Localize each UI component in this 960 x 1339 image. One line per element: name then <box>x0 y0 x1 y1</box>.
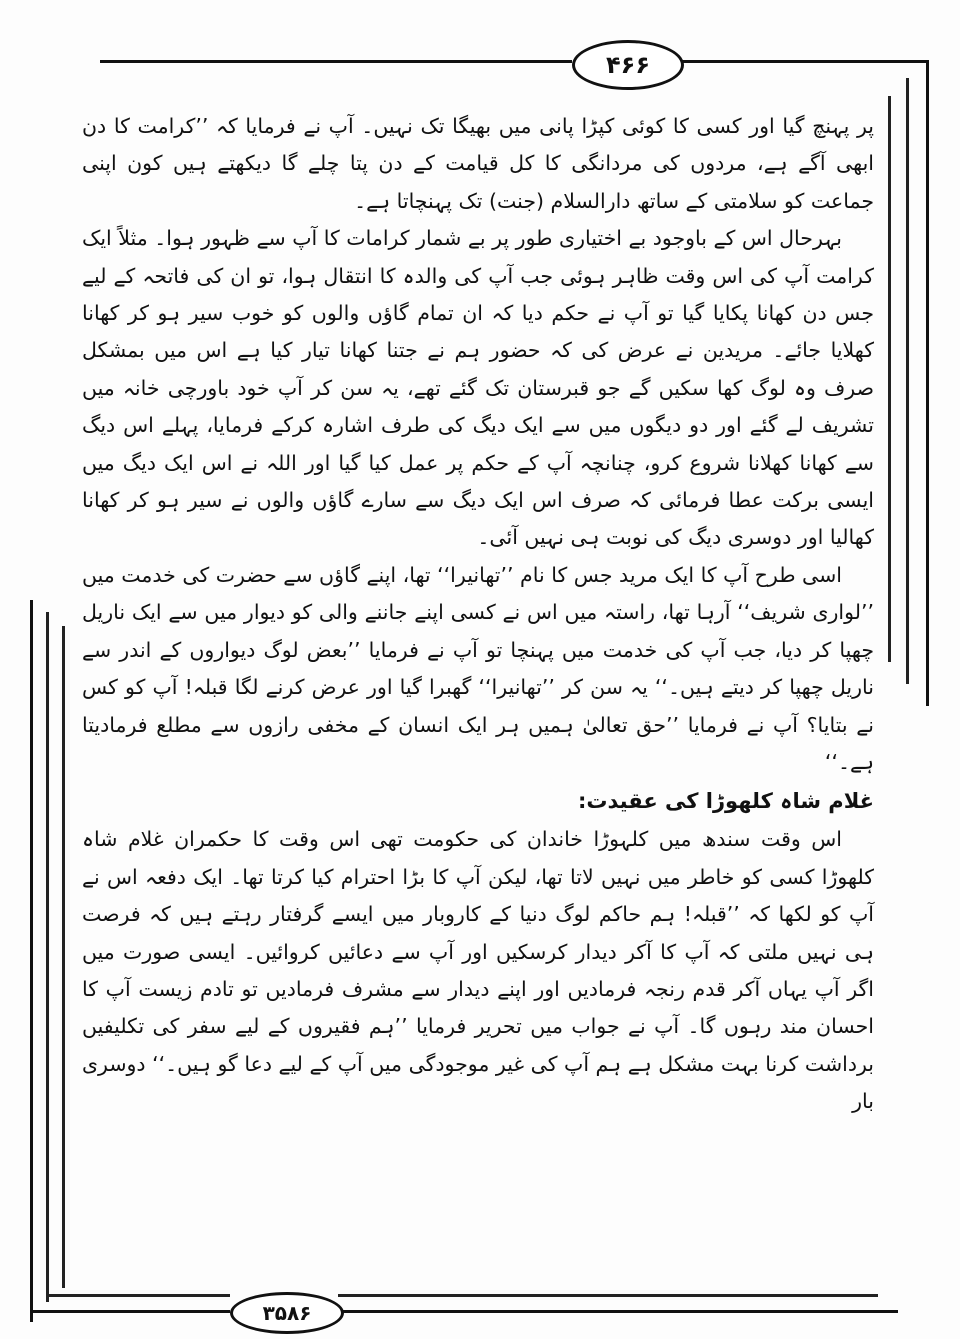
top-border-rule <box>100 60 572 63</box>
section-heading: غلام شاہ کلھوڑا کی عقیدت: <box>578 789 874 814</box>
left-border-inner-2 <box>62 626 65 1288</box>
left-border-outer <box>30 600 33 1322</box>
paragraph-2: بہرحال اس کے باوجود بے اختیاری طور پر بے شمار کرامات کا آپ سے ظہور ہوا۔ مثلاً ایک کرامت آپ کی اس وقت ظاہر ہوئی جب آپ کی والدہ کا انتقال ہوا، تو ان کی فاتحہ کے لیے جس دن کھانا پکایا گیا تو آپ نے حکم دیا کہ ان تمام گاؤں والوں کو خوب سیر ہو کر کھانا کھلایا جائے۔ مریدین نے عرض کی کہ حضور ہم نے جتنا کھانا تیار کیا ہے اس میں بمشکل صرف وہ لوگ کھا سکیں گے جو قبرستان تک گئے تھے، یہ سن کر آپ خود باورچی خانہ میں تشریف لے گئے اور دو دیگوں میں سے ایک دیگ کی طرف اشارہ کرکے فرمایا، پہلے اس دیگ سے کھانا کھلانا شروع کرو، چنانچہ آپ کے حکم پر عمل کیا گیا اور اللہ نے اس ایک دیگ میں ایسی برکت عطا فرمائی کہ صرف اس ایک دیگ سے سارے گاؤں والوں نے سیر ہو کر کھانا کھالیا اور دوسری دیگ کی نوبت ہی نہیں آئی۔ <box>82 226 874 550</box>
bottom-border-rule-inner <box>46 1294 230 1297</box>
bottom-border-rule-left <box>30 1310 230 1313</box>
right-border-inner-2 <box>888 96 891 662</box>
paragraph-3: اسی طرح آپ کا ایک مرید جس کا نام ’’تھانیرا‘‘ تھا، اپنے گاؤں سے حضرت کی خدمت میں ’’لواری شریف‘‘ آرہا تھا، راستہ میں اس نے کسی اپنے جاننے والی کو دیوار میں سے ایک ناریل چھپا کر دیا، جب آپ کی خدمت میں پہنچا تو آپ نے فرمایا ’’بعض لوگ دیواروں کے اندر سے ناریل چھپا کر دیتے ہیں۔‘‘ یہ سن کر ’’تھانیرا‘‘ گھبرا گیا اور عرض کرنے لگا قبلہ! آپ کو کس نے بتایا؟ آپ نے فرمایا ’’حق تعالیٰ ہمیں ہر ایک انسان کے مخفی رازوں سے مطلع فرمادیتا ہے۔‘‘ <box>82 562 874 774</box>
bottom-border-rule-right <box>338 1310 898 1313</box>
left-border-inner-1 <box>46 612 49 1302</box>
paragraph-4: اس وقت سندھ میں کلہوڑا خاندان کی حکومت تھی اس وقت کا حکمران غلام شاہ کلھوڑا کسی کو خاطر میں نہیں لاتا تھا، لیکن آپ کا بڑا احترام کیا کرتا تھا۔ ایک دفعہ اس نے آپ کو لکھا کہ ’’قبلہ! ہم حاکم لوگ دنیا کے کاروبار میں ایسے گرفتار رہتے ہیں کہ فرصت ہی نہیں ملتی کہ آپ کا آکر دیدار کرسکیں اور آپ سے دعائیں کروائیں۔ ایسی صورت میں اگر آپ یہاں آکر قدم رنجہ فرمادیں اور اپنے دیدار سے مشرف فرمادیں تو تادم زیست آپ کا احسان مند رہوں گا۔ آپ نے جواب میں تحریر فرمایا ’’ہم فقیروں کے لیے سفر کی تکلیفیں برداشت کرنا بہت مشکل ہے ہم آپ کی غیر موجودگی میں آپ کے لیے دعا گو ہیں۔‘‘ دوسری بار <box>82 827 874 1114</box>
right-border-outer <box>926 60 929 706</box>
bottom-border-rule-inner-right <box>338 1294 878 1297</box>
page-number-top: ۴۶۶ <box>572 40 684 90</box>
right-border-inner-1 <box>906 78 909 684</box>
paragraph-1: پر پہنچ گیا اور کسی کا کوئی کپڑا پانی میں بھیگا تک نہیں۔ آپ نے فرمایا کہ ’’کرامت کا دن ابھی آگے ہے، مردوں کی مردانگی کا کل قیامت کے دن پتا چلے گا دیکھتے ہیں کون اپنی جماعت کو سلامتی کے ساتھ دارالسلام (جنت) تک پہنچاتا ہے۔ <box>82 114 874 213</box>
top-border-rule-right <box>678 60 928 63</box>
page-number-bottom: ۳۵۸۶ <box>230 1292 344 1334</box>
page-body <box>82 108 874 1121</box>
